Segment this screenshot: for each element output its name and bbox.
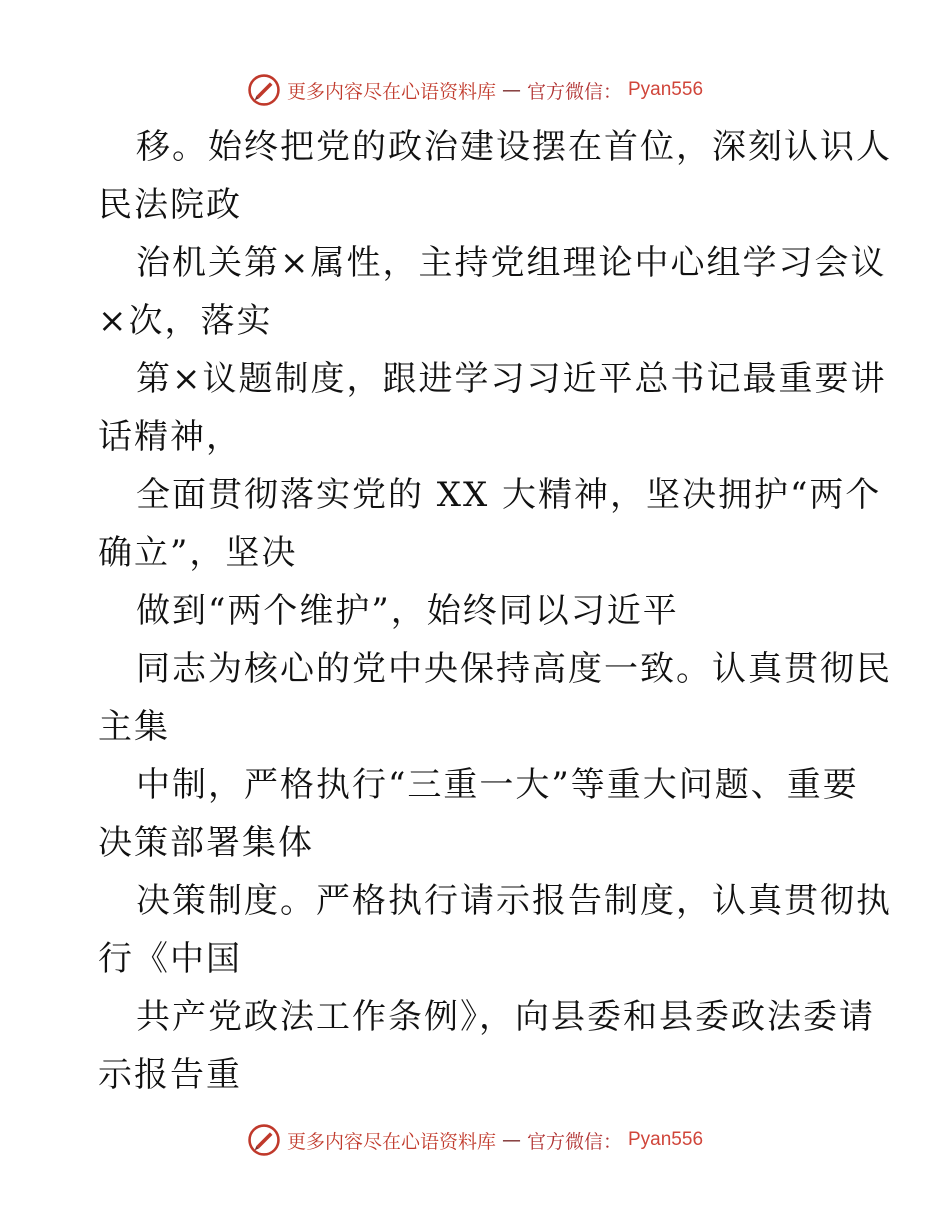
watermark-wechat-label: 官方微信： (526, 1130, 622, 1153)
paragraph-line: 决策部署集体 (98, 823, 314, 863)
watermark-site-text: 更多内容尽在心语资料库 (286, 1130, 496, 1153)
paragraph-line: 确立”，坚决 (98, 533, 298, 573)
header-watermark (0, 70, 950, 110)
paragraph-line: 决策制度。严格执行请示报告制度，认真贯彻执 (136, 881, 892, 921)
paragraph-line: 话精神， (98, 417, 242, 457)
watermark-separator: — (501, 1129, 521, 1151)
pen-logo-icon (247, 73, 281, 107)
watermark-wechat-id: Pyan556 (628, 79, 704, 100)
paragraph-line: 同志为核心的党中央保持高度一致。认真贯彻民 (136, 649, 892, 689)
paragraph-line: 示报告重 (98, 1055, 242, 1095)
document-body (98, 118, 892, 1104)
paragraph-line: ×次，落实 (98, 301, 273, 341)
paragraph-line: 民法院政 (98, 185, 242, 225)
pen-logo-icon (247, 1123, 281, 1157)
paragraph-line: 共产党政法工作条例》，向县委和县委政法委请 (136, 997, 875, 1037)
paragraph-line: 全面贯彻落实党的 XX 大精神，坚决拥护“两个 (136, 475, 882, 515)
watermark-separator: — (501, 79, 521, 101)
paragraph-line: 做到“两个维护”，始终同以习近平 (136, 591, 679, 631)
paragraph-line: 中制，严格执行“三重一大”等重大问题、重要 (136, 765, 859, 805)
paragraph-line: 行《中国 (98, 939, 242, 979)
paragraph-line: 移。始终把党的政治建设摆在首位，深刻认识人 (136, 127, 892, 167)
paragraph-line: 第×议题制度，跟进学习习近平总书记最重要讲 (136, 359, 887, 399)
watermark-site-text: 更多内容尽在心语资料库 (286, 80, 496, 103)
footer-watermark (0, 1120, 950, 1160)
paragraph-line: 治机关第×属性，主持党组理论中心组学习会议 (136, 243, 887, 283)
watermark-wechat-label: 官方微信： (526, 80, 622, 103)
paragraph-line: 主集 (98, 707, 170, 747)
watermark-wechat-id: Pyan556 (628, 1129, 704, 1150)
